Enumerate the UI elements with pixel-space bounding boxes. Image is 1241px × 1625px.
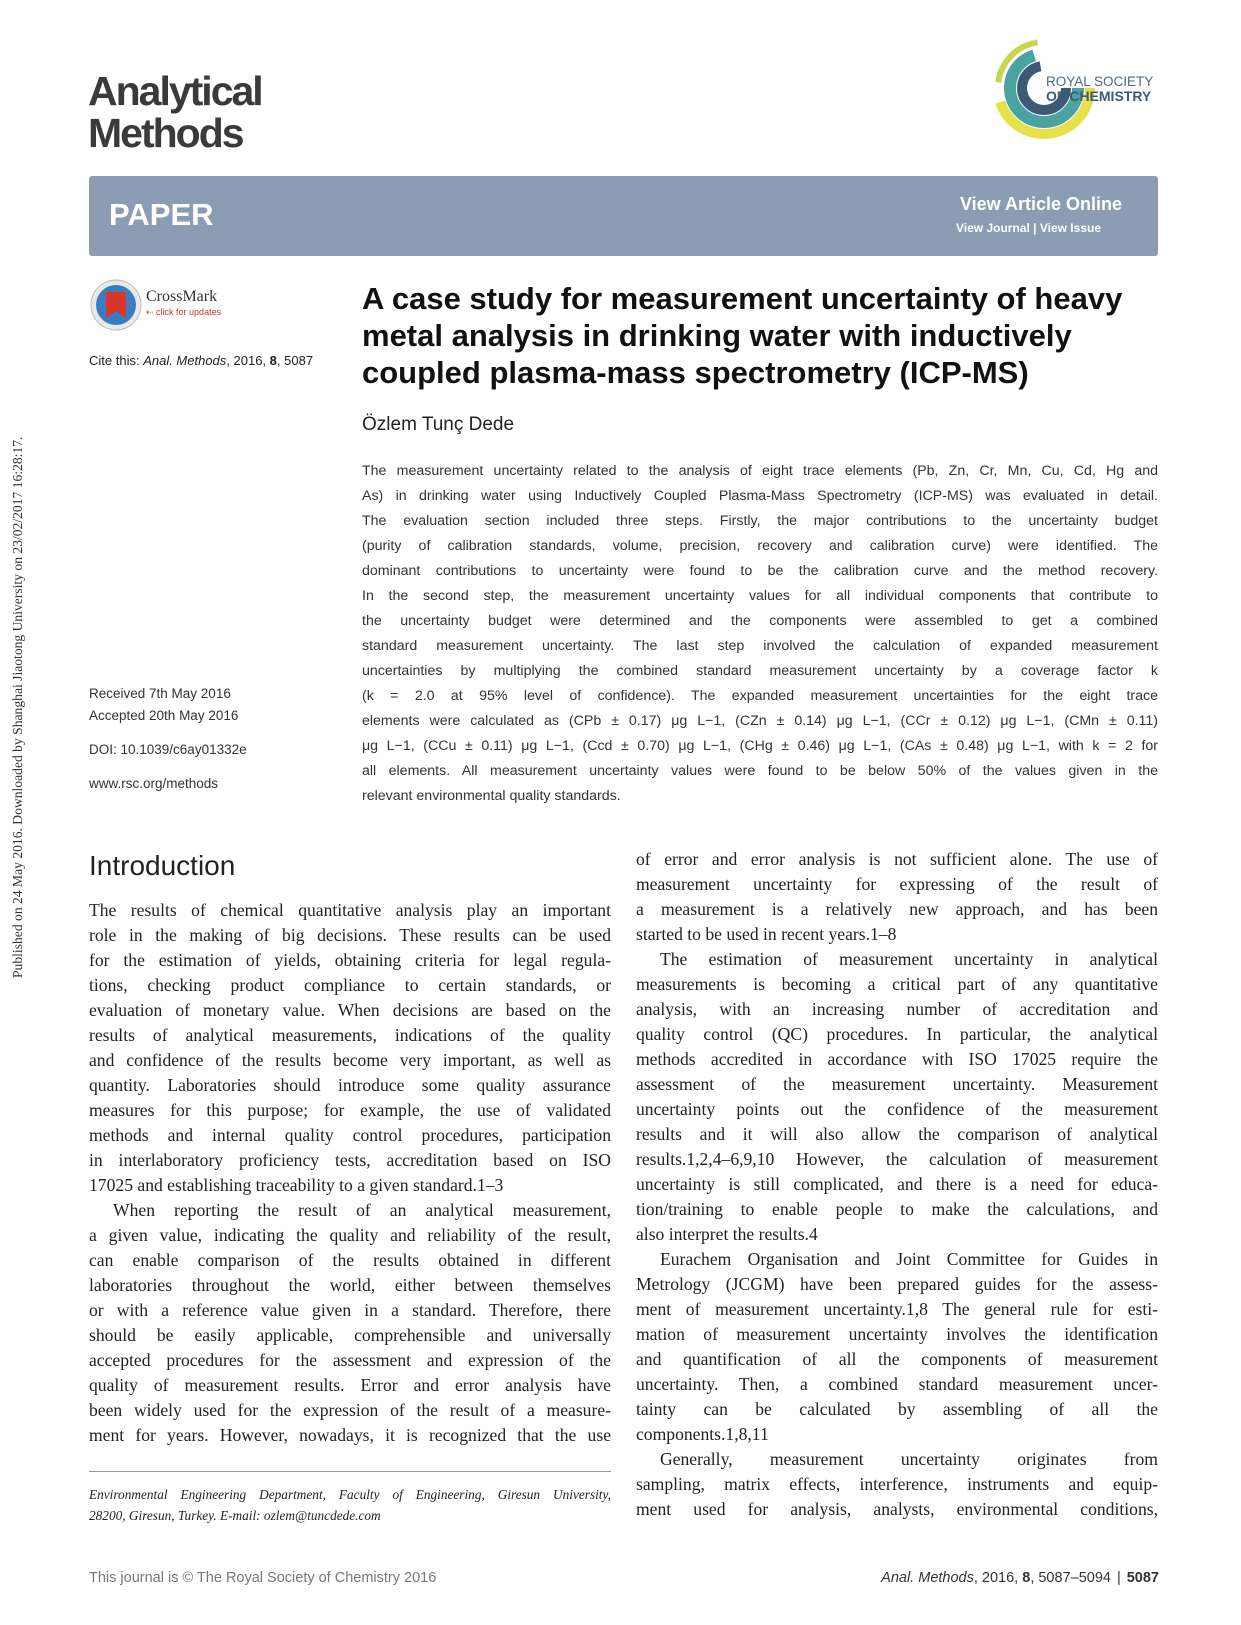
citation <box>89 353 313 368</box>
download-note-text: Published on 24 May 2016. Downloaded by Shanghai Jiaotong University on 23/02/2017 16:28:17. <box>10 436 25 978</box>
copyright-footer: This journal is © The Royal Society of Chemistry 2016 <box>89 1570 437 1586</box>
body-line: ment of measurement uncertainty.1,8 The general rule for esti- <box>636 1299 1158 1319</box>
journal-url[interactable]: www.rsc.org/methods <box>89 776 219 791</box>
rsc-logo-line2: OF CHEMISTRY <box>1046 88 1152 104</box>
body-line: of error and error analysis is not sufficient alone. The use of <box>636 849 1158 869</box>
body-line: When reporting the result of an analytical measurement, <box>113 1200 611 1220</box>
title-line: metal analysis in drinking water with inductively <box>362 318 1072 353</box>
body-line: The results of chemical quantitative analysis play an important <box>89 900 611 920</box>
view-links-separator: | <box>1033 221 1037 235</box>
body-line: uncertainty points out the confidence of the measurement <box>636 1099 1158 1119</box>
abstract-line: dominant contributions to uncertainty were found to be the calibration curve and the method recovery. <box>362 563 1158 579</box>
cite-journal: Anal. Methods <box>143 353 227 368</box>
body-column-right <box>636 847 1158 1522</box>
body-line: The estimation of measurement uncertainty in analytical <box>660 949 1158 969</box>
body-line: laboratories throughout the world, either between themselves <box>89 1275 611 1295</box>
abstract-line: standard measurement uncertainty. The last step involved the calculation of expanded measurement <box>362 638 1158 654</box>
abstract-line: In the second step, the measurement uncertainty values for all individual components that contribute to <box>362 588 1158 604</box>
article-type-banner <box>89 176 1158 256</box>
view-journal-link[interactable]: View Journal <box>955 221 1030 235</box>
abstract-line: As) in drinking water using Inductively Coupled Plasma-Mass Spectrometry (ICP-MS) was evaluated in detail. <box>362 488 1158 504</box>
body-line: 17025 and establishing traceability to a given standard.1–3 <box>89 1175 504 1195</box>
page-number: 5087 <box>1126 1570 1159 1586</box>
body-line: role in the making of big decisions. These results can be used <box>89 925 611 945</box>
body-line: sampling, matrix effects, interference, instruments and equip- <box>636 1474 1158 1494</box>
title-line: A case study for measurement uncertainty of heavy <box>362 281 1123 316</box>
footer-pages: , 5087–5094 <box>1030 1570 1111 1586</box>
accepted-date: Accepted 20th May 2016 <box>89 708 239 723</box>
footer-volume: 8 <box>1022 1570 1031 1586</box>
body-line: results and it will also allow the comparison of analytical <box>636 1124 1158 1144</box>
abstract-line: uncertainties by multiplying the combined standard measurement uncertainty by a coverage factor k <box>362 663 1158 679</box>
footer-separator: | <box>1116 1570 1121 1586</box>
crossmark-title: CrossMark <box>146 288 218 305</box>
body-line: results.1,2,4–6,9,10 However, the calculation of measurement <box>636 1149 1158 1169</box>
author-name: Özlem Tunç Dede <box>362 414 515 435</box>
body-line: results of analytical measurements, indications of the quality <box>89 1025 611 1045</box>
abstract-line: elements were calculated as (CPb ± 0.17) μg L−1, (CZn ± 0.14) μg L−1, (CCr ± 0.12) μg L−1, (CMn ± 0.11) <box>362 713 1158 729</box>
body-line: evaluation of monetary value. When decisions are based on the <box>89 1000 611 1020</box>
rsc-logo-line1: ROYAL SOCIETY <box>1046 74 1154 89</box>
page-footer <box>881 1570 1159 1586</box>
footnote-line: Environmental Engineering Department, Faculty of Engineering, Giresun University, <box>89 1487 611 1502</box>
body-line: mation of measurement uncertainty involves the identification <box>636 1324 1158 1344</box>
view-article-online-link[interactable]: View Article Online <box>959 194 1122 214</box>
cite-volume: 8 <box>269 353 277 368</box>
doi[interactable]: DOI: 10.1039/c6ay01332e <box>89 742 247 757</box>
affiliation-footnote <box>89 1484 611 1526</box>
cite-year: , 2016, <box>226 353 270 368</box>
rsc-logo <box>992 32 1172 144</box>
footnote-divider <box>89 1471 611 1472</box>
body-line: tions, checking product compliance to certain standards, or <box>89 975 611 995</box>
article-title <box>362 280 1162 391</box>
title-line: coupled plasma-mass spectrometry (ICP-MS) <box>362 355 1029 390</box>
body-line: quality control (QC) procedures. In particular, the analytical <box>636 1024 1158 1044</box>
body-line: uncertainty. Then, a combined standard measurement uncer- <box>636 1374 1158 1394</box>
abstract-line: relevant environmental quality standards. <box>362 788 621 804</box>
footer-year: , 2016, <box>973 1570 1023 1586</box>
cite-prefix: Cite this: <box>89 353 144 368</box>
footnote-line: 28200, Giresun, Turkey. E-mail: ozlem@tuncdede.com <box>89 1508 381 1523</box>
body-line: assessment of the measurement uncertainty. Measurement <box>636 1074 1158 1094</box>
abstract-line: (purity of calibration standards, volume, precision, recovery and calibration curve) were identified. The <box>362 538 1158 554</box>
body-line: in interlaboratory proficiency tests, accreditation based on ISO <box>89 1150 611 1170</box>
body-line: Eurachem Organisation and Joint Committee for Guides in <box>660 1249 1158 1269</box>
journal-title-line1: Analytical <box>88 68 262 114</box>
abstract-line: The measurement uncertainty related to the analysis of eight trace elements (Pb, Zn, Cr, Mn, Cu, Cd, Hg and <box>362 463 1158 479</box>
section-heading: Introduction <box>89 850 236 881</box>
body-line: can enable comparison of the results obtained in different <box>89 1250 611 1270</box>
body-line: for the estimation of yields, obtaining criteria for legal regula- <box>89 950 611 970</box>
body-line: measurement uncertainty for expressing of the result of <box>636 874 1158 894</box>
body-line: been widely used for the expression of the result of a measure- <box>89 1400 611 1420</box>
view-links <box>956 221 1101 235</box>
abstract-line: (k = 2.0 at 95% level of confidence). The expanded measurement uncertainties for the eight trace <box>362 688 1158 704</box>
view-issue-link[interactable]: View Issue <box>1039 221 1101 235</box>
body-line: also interpret the results.4 <box>636 1224 818 1244</box>
journal-title <box>88 70 262 154</box>
body-line: Metrology (JCGM) have been prepared guides for the assess- <box>636 1274 1158 1294</box>
body-line: started to be used in recent years.1–8 <box>636 924 897 944</box>
crossmark-badge[interactable] <box>89 278 249 334</box>
abstract <box>362 459 1158 809</box>
body-line: ment for years. However, nowadays, it is recognized that the use <box>89 1425 611 1445</box>
body-line: Generally, measurement uncertainty originates from <box>660 1449 1158 1469</box>
body-line: and quantification of all the components of measurement <box>636 1349 1158 1369</box>
body-line: ment used for analysis, analysts, environmental conditions, <box>636 1499 1158 1519</box>
body-column-left <box>89 898 611 1448</box>
abstract-line: the uncertainty budget were determined and the components were assembled to get a combined <box>362 613 1158 629</box>
abstract-line: The evaluation section included three steps. Firstly, the major contributions to the uncertainty budget <box>362 513 1158 529</box>
body-line: analysis, with an increasing number of accreditation and <box>636 999 1158 1019</box>
body-line: components.1,8,11 <box>636 1424 769 1444</box>
body-line: or with a reference value given in a standard. Therefore, there <box>89 1300 611 1320</box>
abstract-line: μg L−1, (CCu ± 0.11) μg L−1, (Ccd ± 0.70) μg L−1, (CHg ± 0.46) μg L−1, (CAs ± 0.48) μg L−1, with k = 2 for <box>362 738 1158 754</box>
body-line: methods accredited in accordance with ISO 17025 require the <box>636 1049 1158 1069</box>
body-line: and confidence of the results become very important, as well as <box>89 1050 611 1070</box>
journal-title-line2: Methods <box>88 110 243 156</box>
body-line: should be easily applicable, comprehensible and universally <box>89 1325 611 1345</box>
body-line: quantity. Laboratories should introduce some quality assurance <box>89 1075 611 1095</box>
cite-page: , 5087 <box>276 353 314 368</box>
abstract-line: all elements. All measurement uncertainty values were found to be below 50% of the values given in the <box>362 763 1158 779</box>
body-line: a given value, indicating the quality and reliability of the result, <box>89 1225 611 1245</box>
body-line: measurements is becoming a critical part of any quantitative <box>636 974 1158 994</box>
crossmark-icon <box>89 278 143 332</box>
received-date: Received 7th May 2016 <box>89 686 231 701</box>
footer-journal: Anal. Methods <box>881 1570 974 1586</box>
article-type-label: PAPER <box>109 197 214 232</box>
crossmark-subtitle <box>146 307 221 318</box>
crossmark-subtitle-text: click for updates <box>156 307 222 317</box>
body-line: uncertainty is still complicated, and there is a need for educa- <box>636 1174 1158 1194</box>
body-line: accepted procedures for the assessment and expression of the <box>89 1350 611 1370</box>
body-line: quality of measurement results. Error and error analysis have <box>89 1375 611 1395</box>
body-line: a measurement is a relatively new approach, and has been <box>636 899 1158 919</box>
body-line: tion/training to enable people to make the calculations, and <box>636 1199 1158 1219</box>
download-watermark <box>8 310 26 1010</box>
body-line: tainty can be calculated by assembling of all the <box>636 1399 1158 1419</box>
body-line: measures for this purpose; for example, the use of validated <box>89 1100 611 1120</box>
crossmark-arrow-icon: ⇠ <box>146 307 157 317</box>
body-line: methods and internal quality control procedures, participation <box>89 1125 611 1145</box>
